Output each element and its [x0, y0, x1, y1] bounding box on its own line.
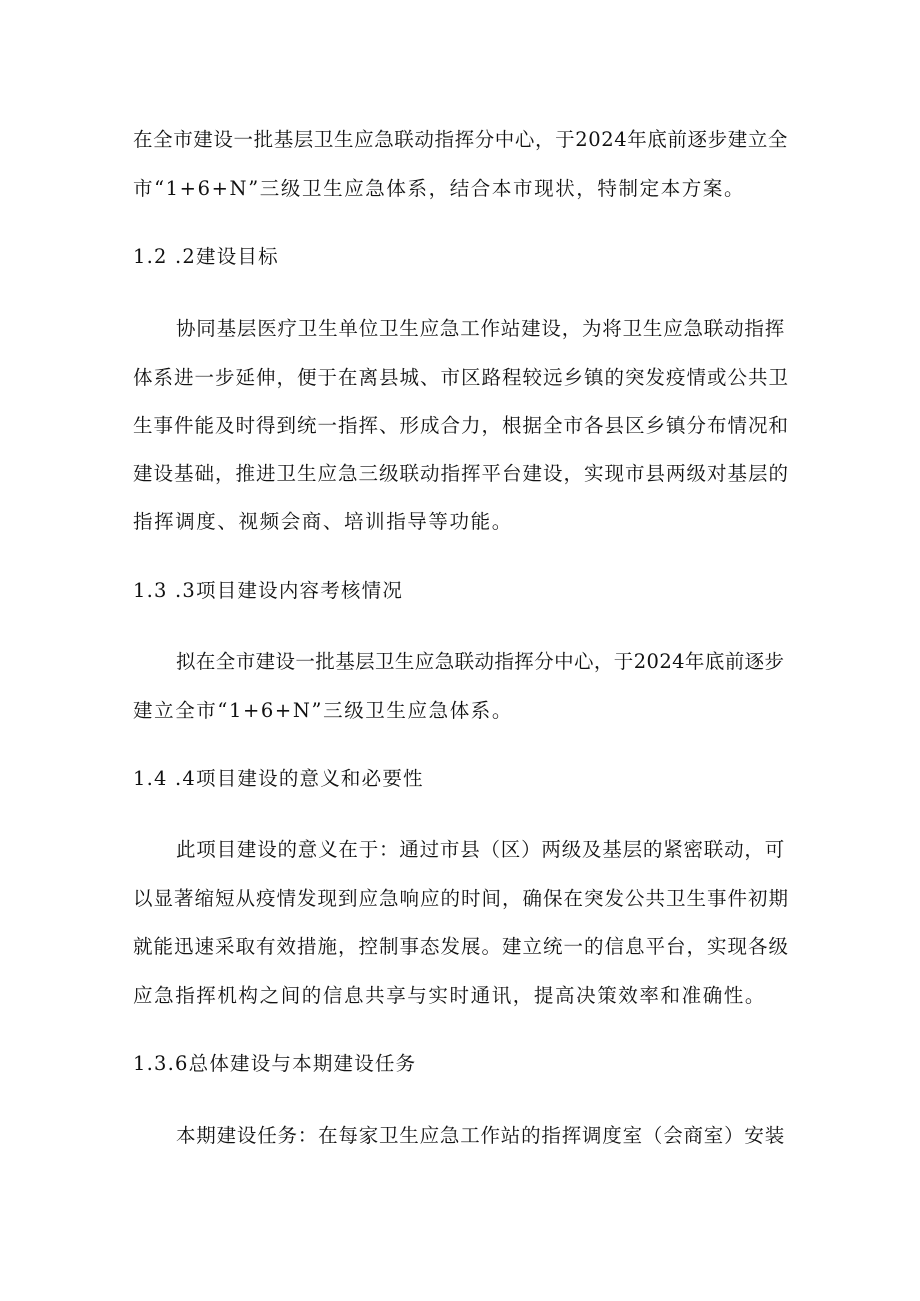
paragraph-significance-line-4: 应急指挥机构之间的信息共享与实时通讯，提高决策效率和准确性。 — [133, 984, 767, 1007]
paragraph-assessment-line-2: 建立全市“1+6+N”三级卫生应急体系。 — [133, 699, 513, 722]
section-heading-assessment: 1.3 .3项目建设内容考核情况 — [133, 579, 404, 602]
paragraph-intro-line-2: 市“1+6+N”三级卫生应急体系，结合本市现状，特制定本方案。 — [133, 177, 746, 200]
paragraph-goals-line-2: 体系进一步延伸，便于在离县城、市区路程较远乡镇的突发疫情或公共卫 — [133, 366, 790, 389]
paragraph-tasks-line-1: 本期建设任务：在每家卫生应急工作站的指挥调度室（会商室）安装 — [176, 1124, 786, 1147]
paragraph-significance-line-1: 此项目建设的意义在于：通过市县（区）两级及基层的紧密联动，可 — [176, 838, 786, 861]
paragraph-assessment-line-1: 拟在全市建设一批基层卫生应急联动指挥分中心，于2024年底前逐步 — [176, 650, 785, 673]
paragraph-significance-line-2: 以显著缩短从疫情发现到应急响应的时间，确保在突发公共卫生事件初期 — [133, 887, 790, 910]
paragraph-goals-line-3: 生事件能及时得到统一指挥、形成合力，根据全市各县区乡镇分布情况和 — [133, 414, 790, 437]
section-heading-goals: 1.2 .2建设目标 — [133, 245, 279, 268]
paragraph-goals-line-1: 协同基层医疗卫生单位卫生应急工作站建设，为将卫生应急联动指挥 — [176, 317, 786, 340]
section-heading-significance: 1.4 .4项目建设的意义和必要性 — [133, 767, 424, 790]
section-heading-tasks: 1.3.6总体建设与本期建设任务 — [133, 1052, 417, 1075]
paragraph-goals-line-5: 指挥调度、视频会商、培训指导等功能。 — [133, 510, 513, 533]
paragraph-intro-line-1: 在全市建设一批基层卫生应急联动指挥分中心，于2024年底前逐步建立全 — [133, 128, 789, 151]
paragraph-goals-line-4: 建设基础，推进卫生应急三级联动指挥平台建设，实现市县两级对基层的 — [133, 462, 790, 485]
paragraph-significance-line-3: 就能迅速采取有效措施，控制事态发展。建立统一的信息平台，实现各级 — [133, 935, 790, 958]
